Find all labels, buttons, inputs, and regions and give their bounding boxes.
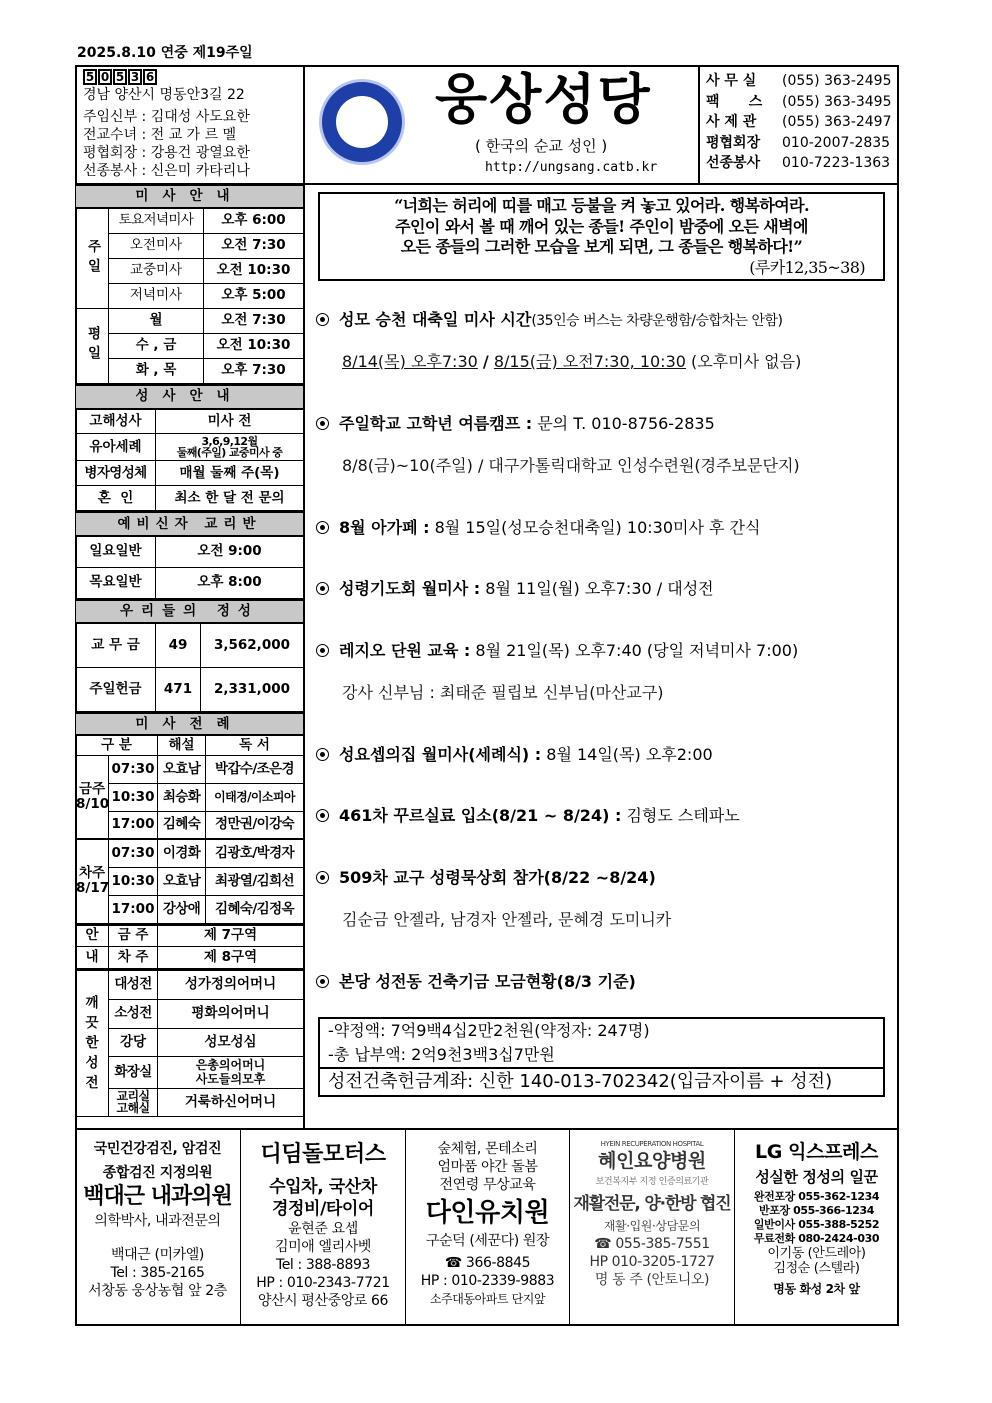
- fund-pledge: -약정액: 7억9백4십2만2천원(약정자: 247명): [328, 1021, 650, 1040]
- staff-name: 김대성 사도요한: [150, 109, 250, 125]
- ad-line: 이기동 (안드레아): [767, 1246, 866, 1261]
- ad-phone: HP 010-3205-1727: [589, 1254, 715, 1270]
- sacraments-table: [75, 384, 304, 512]
- zip-digit: 5: [83, 69, 97, 85]
- ad-line: 김정순 (스텔라): [773, 1261, 860, 1276]
- mass-time: 오전 7:30: [204, 233, 304, 258]
- announcement: [316, 579, 714, 599]
- class-name: 일요일반: [76, 536, 156, 567]
- bullet-icon: [316, 975, 329, 988]
- label-char: 깨: [85, 995, 99, 1012]
- announcement-title: 461차 꾸르실료 입소(8/21 ~ 8/24) :: [339, 806, 622, 825]
- ad-line: 재활·입원·상담문의: [603, 1219, 701, 1233]
- mass-name: 토요저녁미사: [109, 208, 204, 233]
- postal-code: [83, 69, 157, 85]
- mass-time: 오전 10:30: [204, 333, 304, 358]
- ad-phone: HP : 010-2339-9883: [420, 1273, 555, 1289]
- church-subtitle: ( 한국의 순교 성인 ): [475, 137, 608, 155]
- announcement-title: 주일학교 고학년 여름캠프 :: [339, 414, 533, 433]
- ad-address: 서창동 웅상농협 앞 2층: [88, 1283, 227, 1299]
- sacrament-info: 최소 한 달 전 문의: [156, 486, 304, 511]
- schedule-date: 8/15(금) 오전7:30, 10:30: [493, 352, 686, 371]
- staff-row: 평협회장 : 강용건 광열요한: [83, 145, 250, 161]
- sacrament-info: [156, 434, 304, 461]
- mass-name: 화 , 목: [109, 358, 204, 383]
- contact-row: [706, 92, 893, 113]
- ad-line: 엄마품 야간 돌봄: [437, 1159, 538, 1175]
- readers: 이태경/이소피아: [206, 783, 304, 811]
- offering-type: 주일헌금: [76, 668, 156, 712]
- ad-title: 혜인요양병원: [598, 1150, 706, 1172]
- contact-row: [706, 153, 893, 174]
- ad-phone: HP : 010-2343-7721: [256, 1275, 390, 1291]
- bullet-icon: [316, 582, 329, 595]
- mass-time: 오후 5:00: [204, 283, 304, 308]
- mass-schedule-table: [75, 184, 304, 384]
- column-header: 구 분: [76, 735, 158, 755]
- ad-moving: [735, 1130, 898, 1326]
- announcement-title: 레지오 단원 교육 :: [339, 641, 471, 660]
- offering-amount: 2,331,000: [201, 668, 304, 712]
- announcement-subline: 강사 신부님 : 최태준 필립보 신부님(마산교구): [342, 683, 664, 702]
- section-header: 우리들의 정성: [76, 600, 304, 623]
- commentator: 강상애: [158, 895, 206, 923]
- announcement-title: 성모 승천 대축일 미사 시간: [339, 310, 532, 329]
- ad-title: 다인유치원: [425, 1198, 550, 1228]
- announcement-detail: 8월 14일(목) 오후2:00: [541, 745, 713, 764]
- announcement-detail: 8월 11일(월) 오후7:30 / 대성전: [480, 579, 714, 598]
- announcement-title: 성요셉의집 월미사(세례식) :: [339, 745, 542, 764]
- announcement-detail: 8월 21일(목) 오후7:40 (당일 저녁미사 7:00): [470, 641, 799, 660]
- mass-time: 오전 7:30: [204, 308, 304, 333]
- ad-line: 경정비/타이어: [272, 1199, 374, 1219]
- zip-digit: 3: [128, 69, 142, 85]
- ad-line: 윤현준 요셉: [288, 1221, 358, 1237]
- cleaning-label: [76, 970, 109, 1116]
- ad-hospital: [570, 1130, 735, 1326]
- announcement: [316, 414, 715, 434]
- commentator: 오효남: [158, 755, 206, 783]
- masthead: [305, 65, 700, 185]
- issue-date: 2025.8.10 연중 제19주일: [77, 45, 253, 61]
- cleaning-table: [75, 969, 304, 1117]
- zip-digit: 0: [98, 69, 112, 85]
- announcement: [316, 641, 798, 661]
- quote-line: 오든 종들의 그러한 모습을 보게 되면, 그 종들은 행복하다!”: [400, 237, 803, 256]
- staff-role: 주임신부: [83, 109, 138, 125]
- ad-line: 국민건강검진, 암검진: [93, 1141, 222, 1157]
- staff-role: 선종봉사: [83, 163, 138, 179]
- ad-line: 명 동 주 (안토니오): [594, 1272, 710, 1288]
- church-name: 웅상성당: [435, 68, 652, 131]
- liturgy-table: [75, 712, 304, 924]
- church-url[interactable]: http://ungsang.catb.kr: [485, 160, 658, 175]
- announcement-subline: [342, 352, 801, 372]
- readers: 김광호/박경자: [206, 839, 304, 867]
- fund-account: 성전건축헌금계좌: 신한 140-013-702342(입금자이름 + 성전): [320, 1067, 883, 1095]
- sacrament-info: 매월 둘째 주(목): [156, 461, 304, 486]
- address: 경남 양산시 명동안3길 22: [83, 87, 245, 103]
- column-header: 해설: [158, 735, 206, 755]
- mass-time: 10:30: [109, 867, 158, 895]
- ad-phone: ☎ 366-8845: [444, 1255, 531, 1271]
- contact-label: 팩 스: [706, 93, 763, 110]
- mass-time: 07:30: [109, 839, 158, 867]
- parish-info: [75, 65, 305, 185]
- notice-label: 안: [76, 925, 109, 947]
- schedule-note: (오후미사 없음): [691, 352, 802, 371]
- offering-table: [75, 599, 304, 713]
- staff-name: 전 교 가 르 멜: [150, 127, 237, 143]
- sacrament-name: 병자영성체: [76, 461, 156, 486]
- ad-phone: Tel : 385-2165: [110, 1265, 205, 1281]
- bullet-icon: [316, 871, 329, 884]
- ad-line: 구순덕 (세꾼다) 원장: [425, 1233, 550, 1249]
- announcement-title: 본당 성전동 건축기금 모금현황(8/3 기준): [339, 972, 636, 991]
- contact-number: (055) 363-2497: [782, 114, 892, 130]
- scripture-quote: [318, 192, 885, 281]
- announcement-title: 성령기도회 월미사 :: [339, 579, 481, 598]
- catechism-table: [75, 511, 304, 599]
- staff-role: 평협회장: [83, 145, 138, 161]
- area-name: 소성전: [109, 999, 158, 1028]
- quote-line: 주인이 와서 볼 때 깨어 있는 종들! 주인이 밤중에 오든 새벽에: [395, 216, 808, 236]
- staff-name: 신은미 카타리나: [150, 163, 250, 179]
- contact-number: (055) 363-3495: [782, 93, 892, 110]
- group-line: 은총의어머니: [195, 1058, 266, 1072]
- group-line: 사도들의모후: [195, 1072, 266, 1086]
- ad-kindergarten: [406, 1130, 570, 1326]
- commentator: 오효남: [158, 867, 206, 895]
- group-name: 성가정의어머니: [158, 970, 304, 999]
- label-char: 끗: [85, 1015, 99, 1032]
- announcement: [316, 806, 740, 826]
- bullet-icon: [316, 313, 329, 326]
- announcement-subline: 8/8(금)~10(주일) / 대구가톨릭대학교 인성수련원(경주보문단지): [342, 456, 800, 475]
- week-name: 금 주: [109, 925, 158, 947]
- week-name: 차주: [78, 865, 106, 882]
- offering-count: 471: [156, 668, 201, 712]
- sunday-label: 주일: [76, 208, 109, 308]
- ad-title: 백대근 내과의원: [83, 1184, 232, 1209]
- mass-time: 오후 6:00: [204, 208, 304, 233]
- bullet-icon: [316, 809, 329, 822]
- announcement-detail: 김형도 스테파노: [621, 806, 740, 825]
- announcement-title: 509차 교구 성령묵상회 참가(8/22 ~8/24): [339, 868, 656, 887]
- section-header: 미사전례: [76, 713, 304, 735]
- readers: 박갑수/조은경: [206, 755, 304, 783]
- district: 제 8구역: [158, 947, 304, 969]
- bullet-icon: [316, 748, 329, 761]
- bullet-icon: [316, 644, 329, 657]
- ad-address: 양산시 평산중앙로 66: [257, 1293, 389, 1309]
- schedule-date: 8/14(목) 오후7:30: [342, 352, 478, 371]
- announcement-detail: 8월 15일(성모승천대축일) 10:30미사 후 간식: [429, 518, 761, 537]
- area-name: 교리실 고해실: [109, 1088, 158, 1116]
- offering-count: 49: [156, 623, 201, 668]
- mass-time: 10:30: [109, 783, 158, 811]
- section-header: 미사안내: [76, 185, 304, 208]
- week-name: 차 주: [109, 947, 158, 969]
- ad-line: 전연령 무상교육: [439, 1177, 536, 1193]
- ad-phone: 일반이사 055-388-5252: [753, 1218, 880, 1231]
- ad-title: LG 익스프레스: [755, 1141, 878, 1163]
- contact-label: 사 제 관: [706, 114, 757, 130]
- week-date: 8/10: [76, 795, 110, 812]
- ad-phone: 무료전화 080-2424-030: [753, 1232, 880, 1245]
- sacrament-info-line: 둘째(주일) 교중미사 중: [176, 446, 283, 459]
- contact-list: [700, 65, 899, 185]
- label-char: 한: [85, 1035, 99, 1052]
- contact-row: [706, 71, 893, 92]
- area-name: 대성전: [109, 970, 158, 999]
- column-header: 독 서: [206, 735, 304, 755]
- district: 제 7구역: [158, 925, 304, 947]
- sacrament-info-line: 3,6,9,12월: [201, 435, 258, 448]
- church-emblem-icon: [319, 79, 405, 165]
- sacrament-name: 혼 인: [76, 486, 156, 511]
- weekday-label: 평일: [76, 308, 109, 383]
- ad-line: 김미애 엘리사벳: [275, 1239, 371, 1255]
- staff-name: 강용건 광열요한: [150, 145, 250, 161]
- sacrament-info: 미사 전: [156, 409, 304, 434]
- quote-line: “너희는 허리에 띠를 매고 등불을 켜 놓고 있어라. 행복하여라.: [394, 196, 809, 215]
- ad-line: 수입차, 국산차: [269, 1177, 377, 1197]
- ads-row: [75, 1128, 899, 1326]
- class-time: 오전 9:00: [156, 536, 304, 567]
- ad-line: 숲체험, 몬테소리: [437, 1141, 538, 1157]
- section-header: 예비신자 교리반: [76, 512, 304, 536]
- mass-time: 17:00: [109, 811, 158, 839]
- bullet-icon: [316, 521, 329, 534]
- sacrament-name: 고해성사: [76, 409, 156, 434]
- announcement: [316, 972, 636, 992]
- building-fund-box: [318, 1017, 885, 1097]
- group-name: 성모성심: [158, 1028, 304, 1056]
- week-name: 금주: [78, 780, 106, 797]
- ad-phone: 완전포장 055-362-1234: [753, 1190, 880, 1203]
- announcement-title: 8월 아가페 :: [339, 518, 430, 537]
- staff-row: 주임신부 : 김대성 사도요한: [83, 109, 250, 125]
- label-char: 성: [85, 1055, 99, 1072]
- staff-row: 전교수녀 : 전 교 가 르 멜: [83, 127, 237, 143]
- ad-address: 명동 화성 2차 앞: [773, 1282, 860, 1296]
- offering-amount: 3,562,000: [201, 623, 304, 668]
- sacrament-name: 유아세례: [76, 434, 156, 461]
- separator: /: [482, 352, 489, 371]
- contact-label: 사 무 실: [706, 73, 757, 89]
- announcement: [316, 518, 760, 538]
- readers: 최광열/김희선: [206, 867, 304, 895]
- contact-row: [706, 112, 893, 133]
- mass-time: 오후 7:30: [204, 358, 304, 383]
- notice-table: [75, 924, 304, 970]
- area-name: 화장실: [109, 1056, 158, 1088]
- mass-time: 07:30: [109, 755, 158, 783]
- ad-motors: [241, 1130, 406, 1326]
- ad-clinic: [75, 1130, 241, 1326]
- zip-digit: 5: [113, 69, 127, 85]
- mass-time: 17:00: [109, 895, 158, 923]
- mass-name: 월: [109, 308, 204, 333]
- notice-label: 내: [76, 947, 109, 969]
- quote-reference: (루카12,35~38): [749, 257, 865, 277]
- contact-number: 010-2007-2835: [782, 134, 891, 151]
- area-name: 강당: [109, 1028, 158, 1056]
- mass-time: 오전 10:30: [204, 258, 304, 283]
- class-name: 목요일반: [76, 567, 156, 598]
- ad-phone: 반포장 055-366-1234: [759, 1204, 874, 1217]
- week-date: 8/17: [76, 880, 110, 897]
- announcement: [316, 310, 783, 331]
- ad-line: 성실한 정성의 일꾼: [755, 1168, 878, 1186]
- offering-type: 교 무 금: [76, 623, 156, 668]
- ad-line: 백대근 (미카엘): [111, 1247, 204, 1263]
- ad-line: 보건복지부 지정 인증의료기관: [595, 1177, 709, 1187]
- ad-line: 재활전문, 양·한방 협진: [573, 1194, 731, 1214]
- contact-row: [706, 133, 893, 154]
- staff-row: 선종봉사 : 신은미 카타리나: [83, 163, 250, 179]
- ad-title: 디딤돌모터스: [260, 1142, 386, 1167]
- commentator: 최승화: [158, 783, 206, 811]
- contact-number: 010-7223-1363: [782, 155, 891, 171]
- announcement-detail: 문의 T. 010-8756-2835: [532, 414, 715, 433]
- group-name: 평화의어머니: [158, 999, 304, 1028]
- commentator: 김혜숙: [158, 811, 206, 839]
- ad-line: HYEIN RECUPERATION HOSPITAL: [600, 1140, 704, 1148]
- contact-label: 평협회장: [706, 134, 761, 151]
- ad-phone: ☎ 055-385-7551: [594, 1236, 710, 1252]
- announcement-subline: 김순금 안젤라, 남경자 안젤라, 문혜경 도미니카: [342, 910, 672, 929]
- class-time: 오후 8:00: [156, 567, 304, 598]
- staff-role: 전교수녀: [83, 127, 138, 143]
- ad-phone: Tel : 388-8893: [275, 1257, 371, 1273]
- section-header: 성사안내: [76, 385, 304, 409]
- contact-number: (055) 363-2495: [782, 73, 892, 89]
- contact-label: 선종봉사: [706, 155, 761, 171]
- readers: 정만권/이강숙: [206, 811, 304, 839]
- readers: 김혜숙/김정옥: [206, 895, 304, 923]
- group-name: 거룩하신어머니: [158, 1088, 304, 1116]
- bullet-icon: [316, 417, 329, 430]
- commentator: 이경화: [158, 839, 206, 867]
- announcement-detail: (35인승 버스는 차량운행함/승합차는 안함): [531, 313, 783, 329]
- week-label: [76, 755, 109, 839]
- mass-name: 교중미사: [109, 258, 204, 283]
- week-label: [76, 839, 109, 923]
- group-name: [158, 1056, 304, 1088]
- mass-name: 수 , 금: [109, 333, 204, 358]
- zip-digit: 6: [143, 69, 157, 85]
- ad-line: 의학박사, 내과전문의: [94, 1213, 221, 1229]
- announcement: [316, 745, 713, 765]
- announcement: [316, 868, 656, 888]
- ad-line: 종합검진 지정의원: [102, 1165, 213, 1181]
- left-column: [75, 184, 305, 1128]
- label-char: 전: [85, 1075, 99, 1092]
- ad-address: 소주대동아파트 단지앞: [429, 1292, 546, 1306]
- fund-paid: -총 납부액: 2억9천3백3십7만원: [328, 1045, 555, 1064]
- mass-name: 저녁미사: [109, 283, 204, 308]
- mass-name: 오전미사: [109, 233, 204, 258]
